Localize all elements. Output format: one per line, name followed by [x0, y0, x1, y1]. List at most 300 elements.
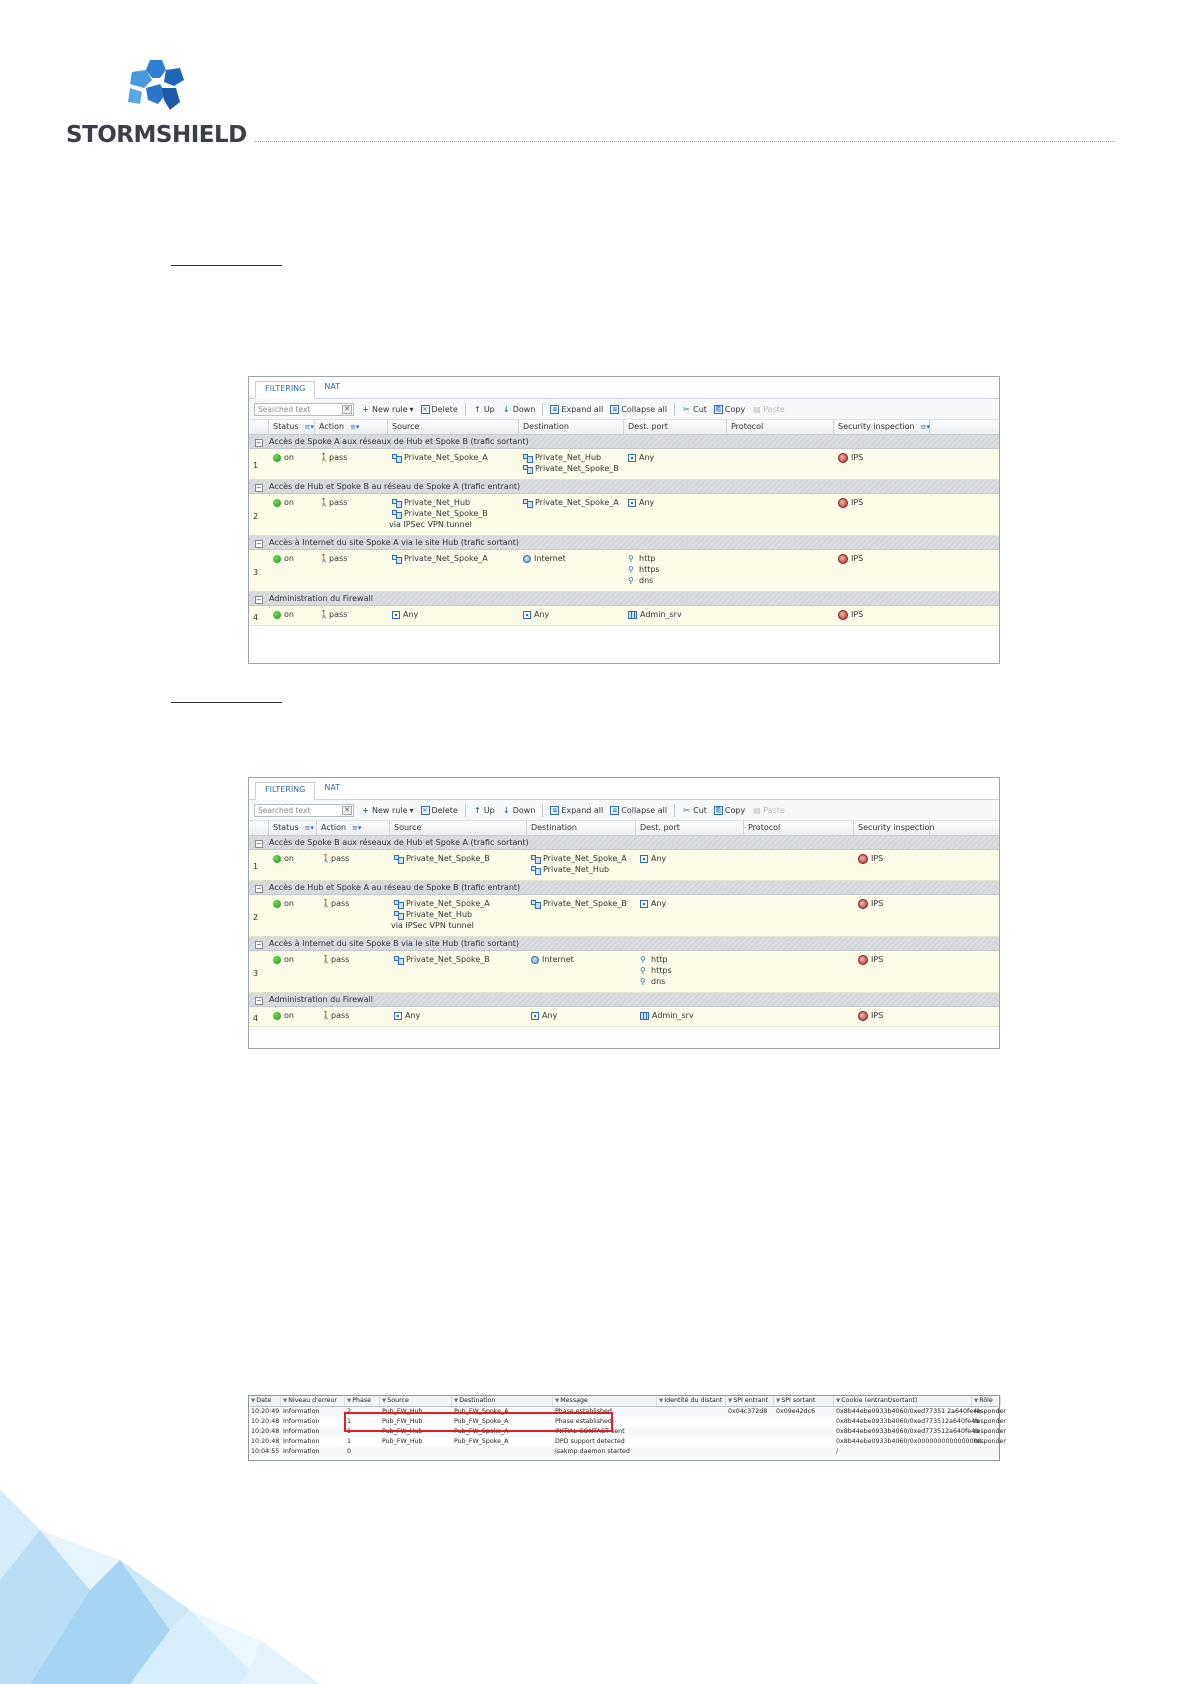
action-cell[interactable] — [317, 895, 390, 936]
log-col-label: Source — [387, 1397, 409, 1404]
collapse-all-icon: ≡ — [612, 405, 618, 413]
filter-icon[interactable]: ▼ — [659, 1398, 664, 1404]
col-dest-port[interactable]: Dest. port — [636, 821, 744, 835]
action-entry[interactable] — [319, 553, 388, 564]
object-entry[interactable] — [392, 609, 519, 620]
dropdown-caret-icon: ▾ — [409, 805, 414, 815]
down-button[interactable] — [502, 806, 536, 815]
network-object-icon — [392, 498, 401, 507]
inspection-entry[interactable] — [838, 609, 930, 620]
tab-nat[interactable]: NAT — [324, 382, 341, 391]
service-port-icon: ⚲ — [628, 565, 634, 574]
expand-all-icon: ≡ — [552, 806, 558, 814]
rule-separator[interactable] — [249, 993, 999, 1007]
object-entry[interactable] — [394, 954, 527, 965]
destination-cell[interactable] — [519, 449, 624, 479]
source-cell[interactable] — [390, 1007, 527, 1026]
inspection-cell[interactable] — [834, 550, 930, 591]
any-object-icon — [628, 499, 636, 507]
log-col-header[interactable] — [249, 1396, 281, 1406]
object-entry[interactable] — [640, 954, 744, 965]
protocol-cell[interactable] — [727, 449, 834, 479]
network-object-icon — [392, 509, 401, 518]
toolbar-separator — [465, 403, 466, 416]
separator-title: Accès de Spoke A aux réseaux de Hub et Spoke B (trafic sortant) — [269, 437, 529, 446]
log-cell — [972, 1447, 1001, 1457]
filter-icon[interactable]: ▼ — [836, 1398, 841, 1404]
rule-number: 4 — [253, 1013, 259, 1023]
destination-cell[interactable] — [527, 895, 636, 936]
action-cell[interactable] — [315, 606, 388, 625]
destination-cell[interactable] — [519, 606, 624, 625]
log-col-header[interactable] — [281, 1396, 345, 1406]
log-col-label: Date — [256, 1397, 272, 1404]
action-entry[interactable] — [319, 497, 388, 508]
rule-separator[interactable] — [249, 480, 999, 494]
object-entry[interactable] — [523, 463, 624, 474]
log-cell — [657, 1427, 726, 1437]
filter-icon[interactable]: ▼ — [555, 1398, 560, 1404]
service-port-icon: ⚲ — [628, 576, 634, 585]
action-entry[interactable] — [321, 853, 390, 864]
pass-walker-icon: 🚶 — [319, 610, 329, 619]
col-status-label: Status — [273, 422, 299, 431]
log-row[interactable] — [249, 1437, 1006, 1447]
inspection-label: IPS — [871, 955, 884, 964]
col-protocol[interactable]: Protocol — [744, 821, 854, 835]
collapse-toggle-icon[interactable]: − — [256, 941, 262, 949]
action-cell[interactable] — [315, 494, 388, 535]
object-label: Internet — [542, 955, 574, 964]
object-entry[interactable] — [531, 898, 636, 909]
inspection-cell[interactable] — [834, 606, 930, 625]
expand-all-label: Expand all — [561, 805, 604, 815]
destination-cell[interactable] — [527, 1007, 636, 1026]
object-label: Private_Net_Spoke_B — [406, 854, 490, 863]
inspection-entry[interactable] — [858, 898, 930, 909]
filter-icon[interactable]: ▼ — [251, 1398, 256, 1404]
collapse-toggle-icon[interactable]: − — [256, 540, 262, 548]
sort-icon[interactable]: ≡▾ — [920, 423, 930, 431]
inspection-entry[interactable] — [858, 853, 930, 864]
down-button[interactable] — [502, 405, 536, 414]
rules-list — [249, 435, 999, 626]
object-entry[interactable] — [640, 898, 744, 909]
filter-icon[interactable]: ▼ — [283, 1398, 288, 1404]
rules-column-header — [249, 420, 999, 435]
tab-bar — [249, 778, 999, 800]
object-entry[interactable] — [394, 1010, 527, 1021]
inspection-entry[interactable] — [858, 954, 930, 965]
destination-cell[interactable] — [527, 951, 636, 992]
new-rule-button[interactable] — [361, 806, 414, 815]
rule-number: 1 — [253, 461, 259, 470]
status-entry[interactable] — [273, 609, 315, 620]
object-entry[interactable] — [531, 853, 636, 864]
rule-row[interactable] — [249, 1007, 999, 1027]
sort-icon[interactable]: ≡▾ — [304, 824, 314, 832]
dest-port-cell[interactable] — [636, 951, 744, 992]
col-security-inspection[interactable] — [834, 420, 930, 434]
copy-button[interactable] — [714, 405, 745, 414]
inspection-cell[interactable] — [854, 895, 930, 936]
col-destination[interactable]: Destination — [527, 821, 636, 835]
inspection-cell[interactable] — [854, 1007, 930, 1026]
action-entry[interactable] — [321, 898, 390, 909]
separator-title: Accès à Internet du site Spoke B via le site Hub (trafic sortant) — [269, 939, 520, 948]
log-col-header[interactable] — [452, 1396, 553, 1406]
log-col-header[interactable] — [834, 1396, 972, 1406]
paste-icon: ▤ — [752, 404, 761, 414]
status-on-icon — [273, 855, 281, 863]
internet-globe-icon — [531, 956, 539, 964]
log-cell: Phase established — [555, 1418, 612, 1425]
object-label: Any — [639, 453, 655, 462]
protocol-cell[interactable] — [727, 550, 834, 591]
log-col-header[interactable] — [380, 1396, 452, 1406]
dest-port-cell[interactable] — [624, 550, 727, 591]
any-object-icon — [640, 900, 648, 908]
destination-cell[interactable] — [527, 850, 636, 880]
log-cell — [774, 1437, 834, 1447]
object-entry[interactable] — [523, 553, 624, 564]
expand-all-button[interactable] — [550, 806, 603, 815]
col-status[interactable] — [269, 821, 317, 835]
filter-rules-window-spoke-a — [248, 376, 1000, 664]
object-label: Any — [403, 610, 419, 619]
action-cell[interactable] — [317, 951, 390, 992]
status-entry[interactable] — [273, 954, 317, 965]
rule-row[interactable] — [249, 494, 999, 536]
network-object-icon — [531, 854, 540, 863]
object-label: Internet — [534, 554, 566, 563]
destination-cell[interactable] — [519, 550, 624, 591]
log-cell: 1 — [347, 1418, 352, 1425]
log-col-header[interactable] — [726, 1396, 774, 1406]
up-button[interactable] — [473, 806, 495, 815]
log-cell: 0x09e42dc6 — [776, 1408, 816, 1415]
collapse-toggle-icon[interactable]: − — [256, 484, 262, 492]
object-entry[interactable] — [628, 575, 727, 586]
sort-icon[interactable]: ≡▾ — [304, 423, 314, 431]
paste-label: Paste — [763, 404, 785, 414]
rule-row[interactable] — [249, 895, 999, 937]
log-cell: / — [836, 1448, 839, 1455]
object-entry[interactable] — [523, 497, 624, 508]
filter-icon[interactable]: ▼ — [974, 1398, 979, 1404]
log-cell: 10:20:48 — [251, 1428, 280, 1435]
col-protocol[interactable]: Protocol — [727, 420, 834, 434]
collapse-toggle-icon[interactable]: − — [256, 596, 262, 604]
object-entry[interactable] — [628, 609, 727, 620]
dest-port-cell[interactable] — [636, 1007, 744, 1026]
rule-number: 2 — [253, 511, 259, 521]
rule-number: 3 — [253, 567, 259, 577]
separator-title: Administration du Firewall — [269, 995, 373, 1004]
sort-icon[interactable]: ≡▾ — [350, 423, 360, 431]
rule-row[interactable] — [249, 606, 999, 626]
object-entry[interactable] — [394, 898, 527, 909]
source-cell[interactable] — [390, 850, 527, 880]
object-entry[interactable] — [640, 976, 744, 987]
status-cell[interactable] — [269, 895, 317, 936]
object-label: Any — [639, 498, 655, 507]
rule-row[interactable] — [249, 550, 999, 592]
status-entry[interactable] — [273, 452, 315, 463]
log-cell — [726, 1447, 774, 1457]
col-action[interactable] — [317, 821, 390, 835]
object-entry[interactable] — [523, 609, 624, 620]
cut-button[interactable] — [682, 806, 707, 815]
object-entry[interactable] — [628, 553, 727, 564]
cut-icon: ✂ — [683, 805, 690, 815]
inspection-cell[interactable] — [854, 951, 930, 992]
collapse-toggle-icon[interactable]: − — [256, 840, 262, 848]
log-col-header[interactable] — [774, 1396, 834, 1406]
delete-button[interactable] — [421, 806, 458, 815]
status-cell[interactable] — [269, 449, 315, 479]
collapse-all-button[interactable] — [610, 806, 667, 815]
rule-row[interactable] — [249, 951, 999, 993]
inspection-entry[interactable] — [858, 1010, 930, 1021]
delete-icon: ✕ — [422, 405, 428, 413]
search-input[interactable] — [254, 804, 354, 817]
cut-button[interactable] — [682, 405, 707, 414]
object-entry[interactable] — [392, 553, 519, 564]
search-input[interactable] — [254, 403, 354, 416]
log-cell: Pub_FW_Spoke_A — [454, 1428, 509, 1435]
object-entry[interactable] — [628, 564, 727, 575]
rule-separator[interactable] — [249, 937, 999, 951]
action-cell[interactable] — [315, 449, 388, 479]
object-entry[interactable] — [392, 497, 519, 508]
dest-port-cell[interactable] — [636, 895, 744, 936]
collapse-all-button[interactable] — [610, 405, 667, 414]
log-cell: 0x8b44ebe0933b4060/0xed773512a640fe4b — [836, 1428, 980, 1435]
object-label: Private_Net_Hub — [404, 498, 471, 507]
filter-icon[interactable]: ▼ — [347, 1398, 352, 1404]
dest-port-cell[interactable] — [624, 494, 727, 535]
status-cell[interactable] — [269, 606, 315, 625]
object-label: Admin_srv — [652, 1011, 694, 1020]
collapse-all-icon: ≡ — [612, 806, 618, 814]
inspection-cell[interactable] — [834, 494, 930, 535]
copy-icon: ⎘ — [714, 405, 723, 414]
filter-icon[interactable]: ▼ — [454, 1398, 459, 1404]
up-label: Up — [483, 404, 495, 414]
col-source[interactable]: Source — [390, 821, 527, 835]
object-entry[interactable] — [392, 508, 519, 519]
protocol-cell[interactable] — [727, 606, 834, 625]
status-entry[interactable] — [273, 898, 317, 909]
source-cell[interactable] — [390, 951, 527, 992]
protocol-cell[interactable] — [744, 895, 854, 936]
col-source[interactable]: Source — [388, 420, 519, 434]
rule-separator[interactable] — [249, 592, 999, 606]
object-entry[interactable] — [628, 497, 727, 508]
clear-search-icon[interactable]: ✕ — [342, 806, 352, 815]
collapse-toggle-icon[interactable]: − — [256, 439, 262, 447]
dest-port-cell[interactable] — [624, 606, 727, 625]
action-label: pass — [329, 610, 348, 619]
up-button[interactable] — [473, 405, 495, 414]
object-label: Any — [405, 1011, 421, 1020]
dest-port-cell[interactable] — [624, 449, 727, 479]
arrow-down-icon: ↓ — [502, 404, 510, 414]
action-cell[interactable] — [317, 1007, 390, 1026]
service-port-icon: ⚲ — [628, 554, 634, 563]
status-entry[interactable] — [273, 1010, 317, 1021]
action-cell[interactable] — [315, 550, 388, 591]
new-rule-label: New rule — [372, 805, 408, 815]
tab-nat[interactable]: NAT — [324, 783, 341, 792]
status-entry[interactable] — [273, 553, 315, 564]
inspection-cell[interactable] — [834, 449, 930, 479]
action-cell[interactable] — [317, 850, 390, 880]
log-cell: Pub_FW_Hub — [382, 1408, 423, 1415]
status-cell[interactable] — [269, 550, 315, 591]
object-entry[interactable] — [394, 853, 527, 864]
object-entry[interactable] — [640, 1010, 744, 1021]
copy-button[interactable] — [714, 806, 745, 815]
object-entry[interactable] — [640, 965, 744, 976]
via-tunnel-label: via IPSec VPN tunnel — [391, 921, 474, 930]
filter-icon[interactable]: ▼ — [382, 1398, 387, 1404]
rule-separator[interactable] — [249, 881, 999, 895]
protocol-cell[interactable] — [744, 1007, 854, 1026]
header-divider — [255, 141, 1115, 142]
log-col-label: Identité du distant — [664, 1397, 723, 1404]
log-cell: Information — [283, 1438, 320, 1445]
object-entry[interactable] — [392, 452, 519, 463]
col-action-label: Action — [321, 823, 347, 832]
source-cell[interactable] — [388, 449, 519, 479]
expand-all-button[interactable] — [550, 405, 603, 414]
log-col-header[interactable] — [345, 1396, 380, 1406]
status-on-icon — [273, 611, 281, 619]
copy-icon: ⎘ — [714, 806, 723, 815]
action-entry[interactable] — [319, 609, 388, 620]
protocol-cell[interactable] — [744, 850, 854, 880]
inspection-label: IPS — [851, 453, 864, 462]
rule-separator[interactable] — [249, 536, 999, 550]
object-label: Private_Net_Spoke_A — [404, 554, 488, 563]
status-cell[interactable] — [269, 1007, 317, 1026]
network-object-icon — [523, 464, 532, 473]
source-cell[interactable] — [390, 895, 527, 936]
filter-icon[interactable]: ▼ — [728, 1398, 733, 1404]
status-on-icon — [273, 900, 281, 908]
object-entry[interactable] — [628, 452, 727, 463]
log-col-header[interactable] — [657, 1396, 726, 1406]
filter-icon[interactable]: ▼ — [776, 1398, 781, 1404]
object-label: Private_Net_Spoke_B — [406, 955, 490, 964]
rule-separator[interactable] — [249, 435, 999, 449]
cut-icon: ✂ — [683, 404, 690, 414]
delete-button[interactable] — [421, 405, 458, 414]
status-entry[interactable] — [273, 853, 317, 864]
rule-separator[interactable] — [249, 836, 999, 850]
new-rule-button[interactable] — [361, 405, 414, 414]
object-entry[interactable] — [531, 954, 636, 965]
object-label: Private_Net_Spoke_A — [406, 899, 490, 908]
col-action-label: Action — [319, 422, 345, 431]
tab-filtering[interactable]: FILTERING — [255, 782, 315, 800]
rule-row[interactable] — [249, 449, 999, 480]
log-col-header[interactable] — [972, 1396, 1001, 1406]
action-label: pass — [329, 453, 348, 462]
col-action[interactable] — [315, 420, 388, 434]
inspection-entry[interactable] — [838, 553, 930, 564]
protocol-cell[interactable] — [727, 494, 834, 535]
dest-port-cell[interactable] — [636, 850, 744, 880]
log-cell: 0x04c372d8 — [728, 1408, 768, 1415]
paste-label: Paste — [763, 805, 785, 815]
down-label: Down — [512, 805, 536, 815]
search-placeholder: Searched text — [258, 805, 311, 815]
collapse-toggle-icon[interactable]: − — [256, 885, 262, 893]
source-cell[interactable] — [388, 550, 519, 591]
collapse-toggle-icon[interactable]: − — [256, 997, 262, 1005]
paste-button[interactable] — [752, 806, 785, 815]
internet-globe-icon — [523, 555, 531, 563]
inspection-entry[interactable] — [838, 497, 930, 508]
log-col-header[interactable] — [553, 1396, 657, 1406]
action-entry[interactable] — [319, 452, 388, 463]
col-dest-port[interactable]: Dest. port — [624, 420, 727, 434]
log-col-label: Phase — [352, 1397, 372, 1404]
protocol-cell[interactable] — [744, 951, 854, 992]
col-destination[interactable]: Destination — [519, 420, 624, 434]
col-security-inspection[interactable]: Security inspection — [854, 821, 930, 835]
object-entry[interactable] — [640, 853, 744, 864]
object-entry[interactable] — [523, 452, 624, 463]
new-rule-label: New rule — [372, 404, 408, 414]
col-status[interactable] — [269, 420, 315, 434]
status-entry[interactable] — [273, 497, 315, 508]
inspection-entry[interactable] — [838, 452, 930, 463]
log-cell: Phase established — [555, 1408, 612, 1415]
paste-button[interactable] — [752, 405, 785, 414]
status-cell[interactable] — [269, 494, 315, 535]
destination-cell[interactable] — [519, 494, 624, 535]
pass-walker-icon: 🚶 — [319, 498, 329, 507]
inspection-cell[interactable] — [854, 850, 930, 880]
object-entry[interactable] — [394, 909, 527, 920]
source-cell[interactable] — [388, 494, 519, 535]
action-entry[interactable] — [321, 954, 390, 965]
rule-row[interactable] — [249, 850, 999, 881]
ips-shield-icon — [858, 899, 868, 909]
source-cell[interactable] — [388, 606, 519, 625]
status-cell[interactable] — [269, 951, 317, 992]
host-server-icon — [628, 611, 637, 619]
object-entry[interactable] — [531, 1010, 636, 1021]
tab-filtering[interactable]: FILTERING — [255, 381, 315, 399]
sort-icon[interactable]: ≡▾ — [352, 824, 362, 832]
ips-shield-icon — [838, 498, 848, 508]
separator-title: Accès de Hub et Spoke B au réseau de Spoke A (trafic entrant) — [269, 482, 521, 491]
log-cell: 10:20:48 — [251, 1438, 280, 1445]
log-cell — [657, 1447, 726, 1457]
clear-search-icon[interactable]: ✕ — [342, 405, 352, 414]
object-label: https — [651, 966, 672, 975]
log-row[interactable] — [249, 1447, 999, 1457]
action-entry[interactable] — [321, 1010, 390, 1021]
network-object-icon — [394, 910, 403, 919]
status-cell[interactable] — [269, 850, 317, 880]
object-entry[interactable] — [531, 864, 636, 875]
